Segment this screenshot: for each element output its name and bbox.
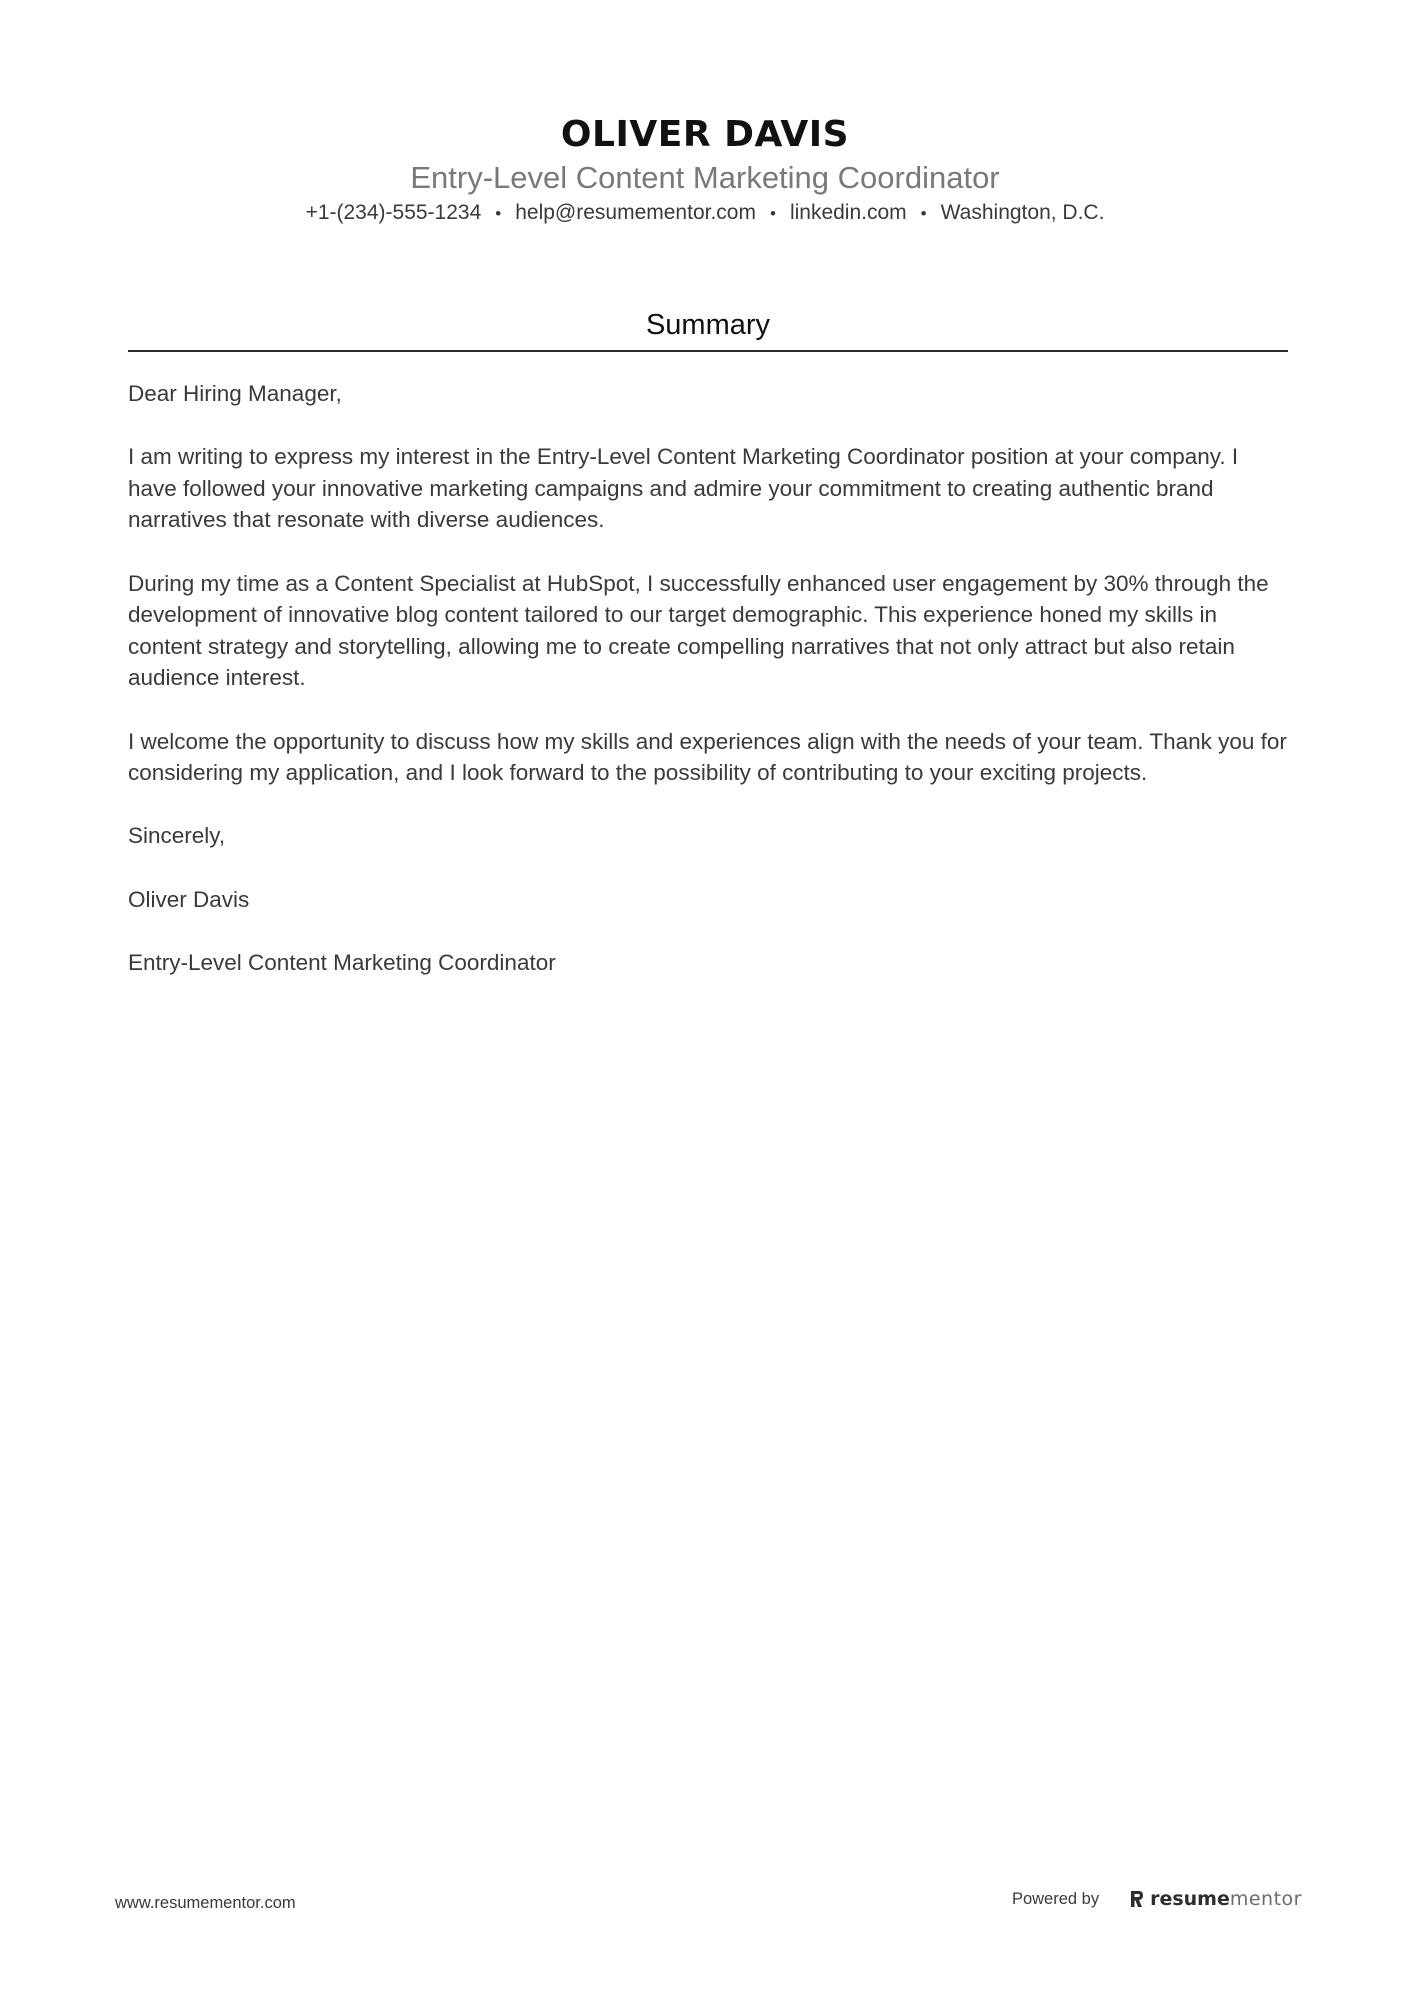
resumementor-logo-icon (1129, 1889, 1145, 1909)
applicant-name: OLIVER DAVIS (560, 114, 850, 155)
letter-closing: Sincerely, (128, 823, 226, 849)
contact-separator: • (495, 204, 502, 223)
letter-paragraph-intro: I am writing to express my interest in the Entry-Level Content Marketing Coordinator position at your company. I have followed your innovative marketing campaigns and admire your commitment to creating authentic brand narratives that resonate with diverse audiences. (128, 444, 1239, 533)
contact-line (0, 199, 1410, 228)
section-title-summary: Summary (645, 309, 771, 341)
section-divider (128, 350, 1288, 352)
contact-separator: • (920, 204, 927, 223)
contact-linkedin[interactable]: linkedin.com (789, 201, 907, 224)
brand-name-mentor: mentor (1229, 1888, 1302, 1910)
footer-branding (1012, 1888, 1302, 1910)
letter-header (0, 112, 1410, 228)
brand-name-resume: resume (1150, 1888, 1230, 1910)
letter-paragraph-closing: I welcome the opportunity to discuss how my skills and experiences align with the needs of your team. Thank you for considering my application, and I look forward to the possibility of contributing to your exciting projects. (128, 728, 1287, 786)
powered-by-label: Powered by (1011, 1889, 1100, 1908)
contact-location: Washington, D.C. (940, 201, 1105, 224)
letter-paragraph-experience: During my time as a Content Specialist at HubSpot, I successfully enhanced user engagement by 30% through the development of innovative blog content tailored to our target demographic. This experience honed my skills in content strategy and storytelling, allowing me to create compelling narratives that not only attract but also retain audience interest. (128, 570, 1269, 691)
footer-website-link[interactable]: www.resumementor.com (115, 1894, 296, 1912)
letter-body (128, 378, 1288, 1010)
contact-phone: +1-(234)-555-1234 (305, 201, 482, 224)
resumementor-logo[interactable] (1129, 1888, 1302, 1910)
applicant-job-title: Entry-Level Content Marketing Coordinator (410, 160, 1000, 195)
signature-name: Oliver Davis (128, 886, 250, 912)
letter-greeting: Dear Hiring Manager, (128, 381, 342, 406)
contact-email[interactable]: help@resumementor.com (515, 201, 756, 224)
contact-separator: • (769, 204, 776, 223)
signature-title: Entry-Level Content Marketing Coordinator (128, 949, 556, 975)
